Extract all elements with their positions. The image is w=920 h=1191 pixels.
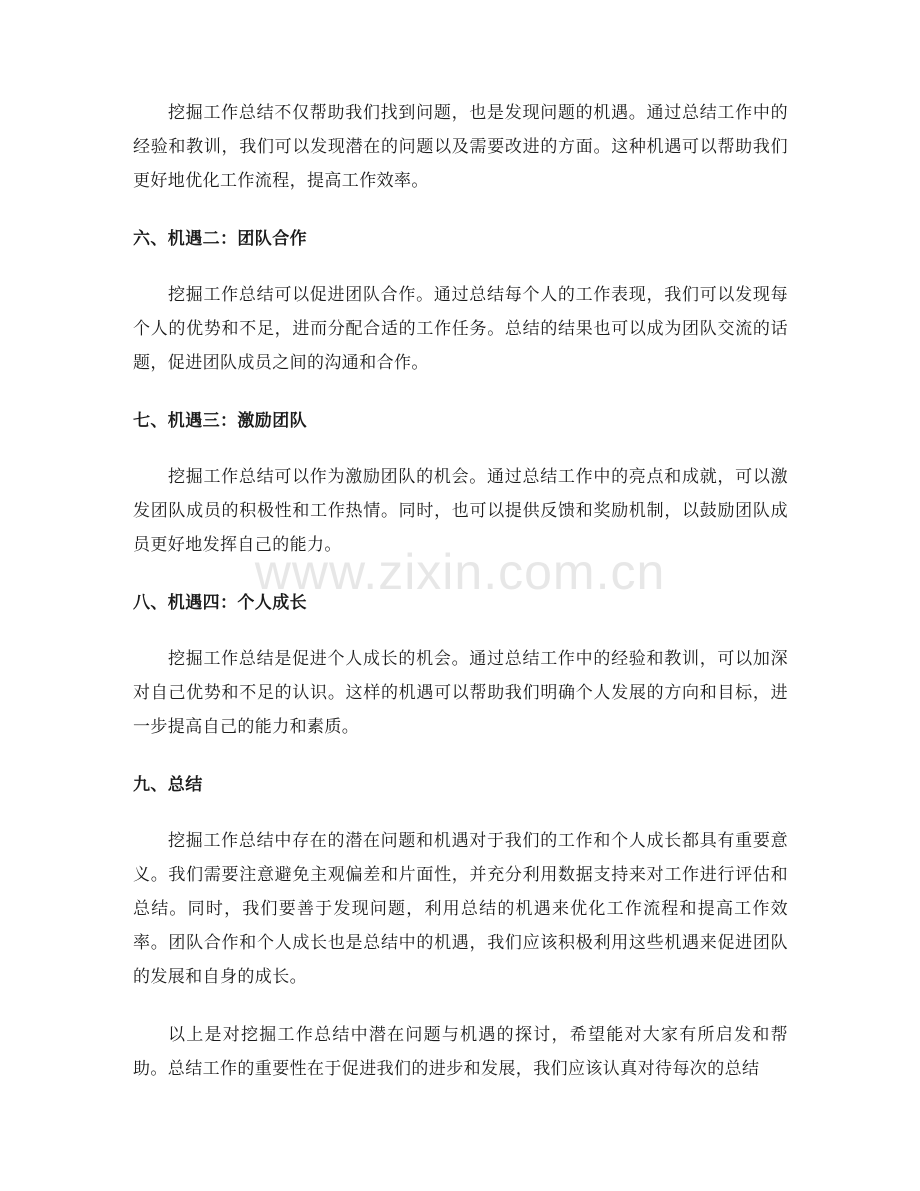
paragraph-teamwork: 挖掘工作总结可以促进团队合作。通过总结每个人的工作表现，我们可以发现每个人的优势和不足，进而分配合适的工作任务。总结的结果也可以成为团队交流的话题，促进团队成员之间的沟通和合作。	[133, 285, 788, 373]
paragraph-summary: 挖掘工作总结中存在的潜在问题和机遇对于我们的工作和个人成长都具有重要意义。我们需要注意避免主观偏差和片面性，并充分利用数据支持来对工作进行评估和总结。同时，我们要善于发现问题，利用总结的机遇来优化工作流程和提高工作效率。团队合作和个人成长也是总结中的机遇，我们应该积极利用这些机遇来促进团队的发展和自身的成长。	[133, 831, 788, 987]
watermark: www.zixin.com.cn	[254, 544, 666, 600]
heading-motivate-team: 七、机遇三：激励团队	[133, 411, 307, 431]
paragraph-closing: 以上是对挖掘工作总结中潜在问题与机遇的探讨，希望能对大家有所启发和帮助。总结工作的重要性在于促进我们的进步和发展，我们应该认真对待每次的总结	[133, 1025, 788, 1079]
heading-personal-growth: 八、机遇四：个人成长	[133, 593, 307, 613]
paragraph-personal-growth: 挖掘工作总结是促进个人成长的机会。通过总结工作中的经验和教训，可以加深对自己优势和不足的认识。这样的机遇可以帮助我们明确个人发展的方向和目标，进一步提高自己的能力和素质。	[133, 649, 788, 737]
document-page	[133, 96, 788, 1110]
heading-teamwork: 六、机遇二：团队合作	[133, 229, 307, 249]
heading-summary: 九、总结	[133, 775, 203, 795]
paragraph-opportunity-one: 挖掘工作总结不仅帮助我们找到问题，也是发现问题的机遇。通过总结工作中的经验和教训，我们可以发现潜在的问题以及需要改进的方面。这种机遇可以帮助我们更好地优化工作流程，提高工作效率。	[133, 103, 788, 191]
paragraph-motivate-team: 挖掘工作总结可以作为激励团队的机会。通过总结工作中的亮点和成就，可以激发团队成员的积极性和工作热情。同时，也可以提供反馈和奖励机制，以鼓励团队成员更好地发挥自己的能力。	[133, 467, 788, 555]
